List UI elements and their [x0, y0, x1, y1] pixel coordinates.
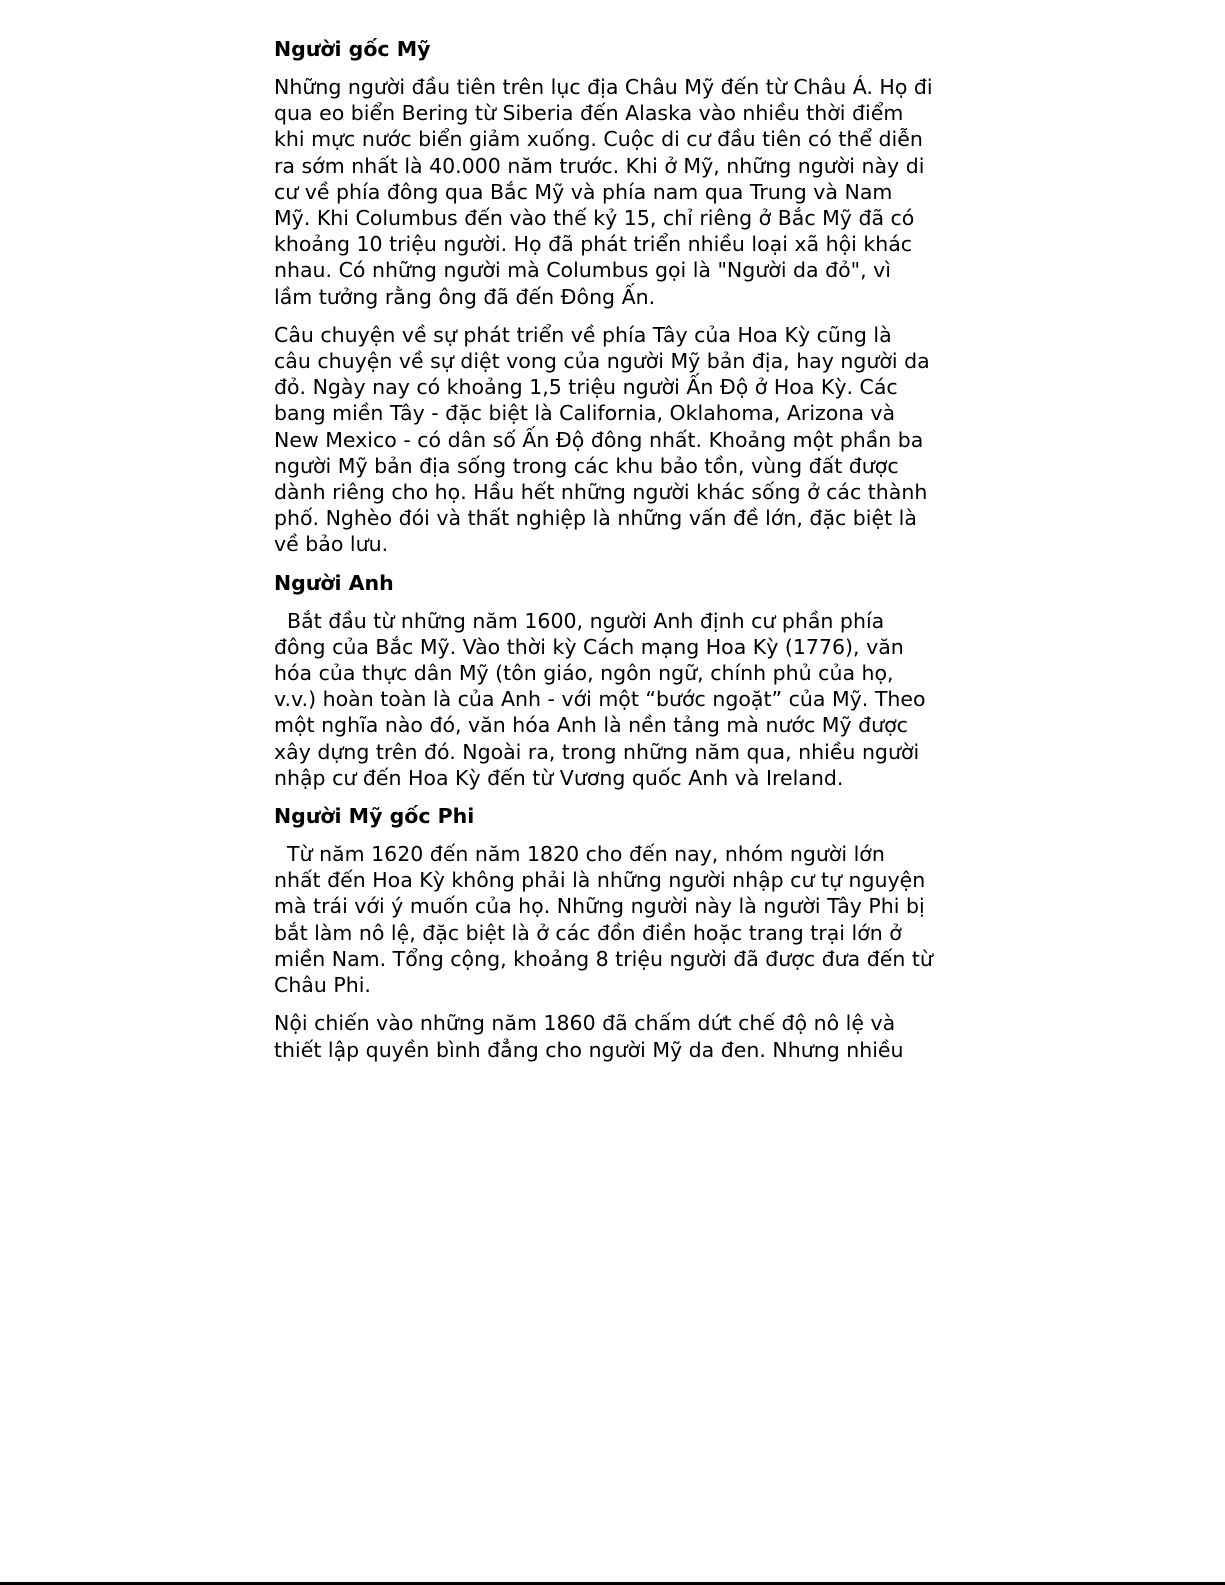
text-line: cư về phía đông qua Bắc Mỹ và phía nam qua Trung và Nam: [274, 179, 893, 204]
text-line: Mỹ. Khi Columbus đến vào thế kỷ 15, chỉ riêng ở Bắc Mỹ đã có: [274, 206, 915, 231]
text-line: thiết lập quyền bình đẳng cho người Mỹ da đen. Nhưng nhiều: [274, 1037, 904, 1062]
text-line: Từ năm 1620 đến năm 1820 cho đến nay, nhóm người lớn: [274, 842, 885, 867]
text-line: nhất đến Hoa Kỳ không phải là những người nhập cư tự nguyện: [274, 868, 926, 893]
text-line: Nội chiến vào những năm 1860 đã chấm dứt chế độ nô lệ và: [274, 1011, 896, 1036]
text-line: về bảo lưu.: [274, 532, 389, 557]
paragraph: [274, 74, 974, 310]
text-line: miền Nam. Tổng cộng, khoảng 8 triệu người đã được đưa đến từ: [274, 946, 933, 971]
text-line: nhập cư đến Hoa Kỳ đến từ Vương quốc Anh và Ireland.: [274, 765, 844, 790]
text-line: hóa của thực dân Mỹ (tôn giáo, ngôn ngữ, chính phủ của họ,: [274, 661, 894, 686]
paragraph: [274, 608, 974, 791]
text-line: dành riêng cho họ. Hầu hết những người khác sống ở các thành: [274, 480, 928, 505]
paragraph: [274, 841, 974, 998]
text-line: khoảng 10 triệu người. Họ đã phát triển nhiều loại xã hội khác: [274, 232, 913, 257]
text-line: người Mỹ bản địa sống trong các khu bảo tồn, vùng đất được: [274, 453, 899, 478]
text-line: qua eo biển Bering từ Siberia đến Alaska vào nhiều thời điểm: [274, 101, 904, 126]
text-line: đông của Bắc Mỹ. Vào thời kỳ Cách mạng Hoa Kỳ (1776), văn: [274, 634, 904, 659]
text-line: v.v.) hoàn toàn là của Anh - với một “bước ngoặt” của Mỹ. Theo: [274, 687, 926, 712]
text-line: bang miền Tây - đặc biệt là California, Oklahoma, Arizona và: [274, 401, 896, 426]
document-page: [274, 36, 974, 1075]
text-line: xây dựng trên đó. Ngoài ra, trong những năm qua, nhiều người: [274, 739, 920, 764]
text-line: nhau. Có những người mà Columbus gọi là "Người da đỏ", vì: [274, 258, 891, 283]
text-line: lầm tưởng rằng ông đã đến Đông Ấn.: [274, 284, 656, 309]
paragraph: [274, 322, 974, 558]
text-line: bắt làm nô lệ, đặc biệt là ở các đồn điền hoặc trang trại lớn ở: [274, 920, 902, 945]
text-line: câu chuyện về sự diệt vong của người Mỹ bản địa, hay người da: [274, 349, 930, 374]
section-heading: Người Mỹ gốc Phi: [274, 804, 475, 829]
text-line: phố. Nghèo đói và thất nghiệp là những vấn đề lớn, đặc biệt là: [274, 506, 917, 531]
text-line: Câu chuyện về sự phát triển về phía Tây của Hoa Kỳ cũng là: [274, 322, 892, 347]
text-line: ra sớm nhất là 40.000 năm trước. Khi ở Mỹ, những người này di: [274, 153, 925, 178]
text-line: đỏ. Ngày nay có khoảng 1,5 triệu người Ấn Độ ở Hoa Kỳ. Các: [274, 375, 898, 400]
text-line: một nghĩa nào đó, văn hóa Anh là nền tảng mà nước Mỹ được: [274, 713, 908, 738]
paragraph: [274, 1010, 974, 1062]
text-line: mà trái với ý muốn của họ. Những người này là người Tây Phi bị: [274, 894, 925, 919]
section-heading: Người gốc Mỹ: [274, 37, 431, 61]
section-heading: Người Anh: [274, 570, 394, 595]
text-line: khi mực nước biển giảm xuống. Cuộc di cư đầu tiên có thể diễn: [274, 127, 923, 152]
text-line: Những người đầu tiên trên lục địa Châu Mỹ đến từ Châu Á. Họ đi: [274, 75, 933, 99]
text-line: Châu Phi.: [274, 973, 371, 998]
text-line: New Mexico - có dân số Ấn Độ đông nhất. Khoảng một phần ba: [274, 427, 924, 452]
text-line: Bắt đầu từ những năm 1600, người Anh định cư phần phía: [274, 608, 885, 633]
